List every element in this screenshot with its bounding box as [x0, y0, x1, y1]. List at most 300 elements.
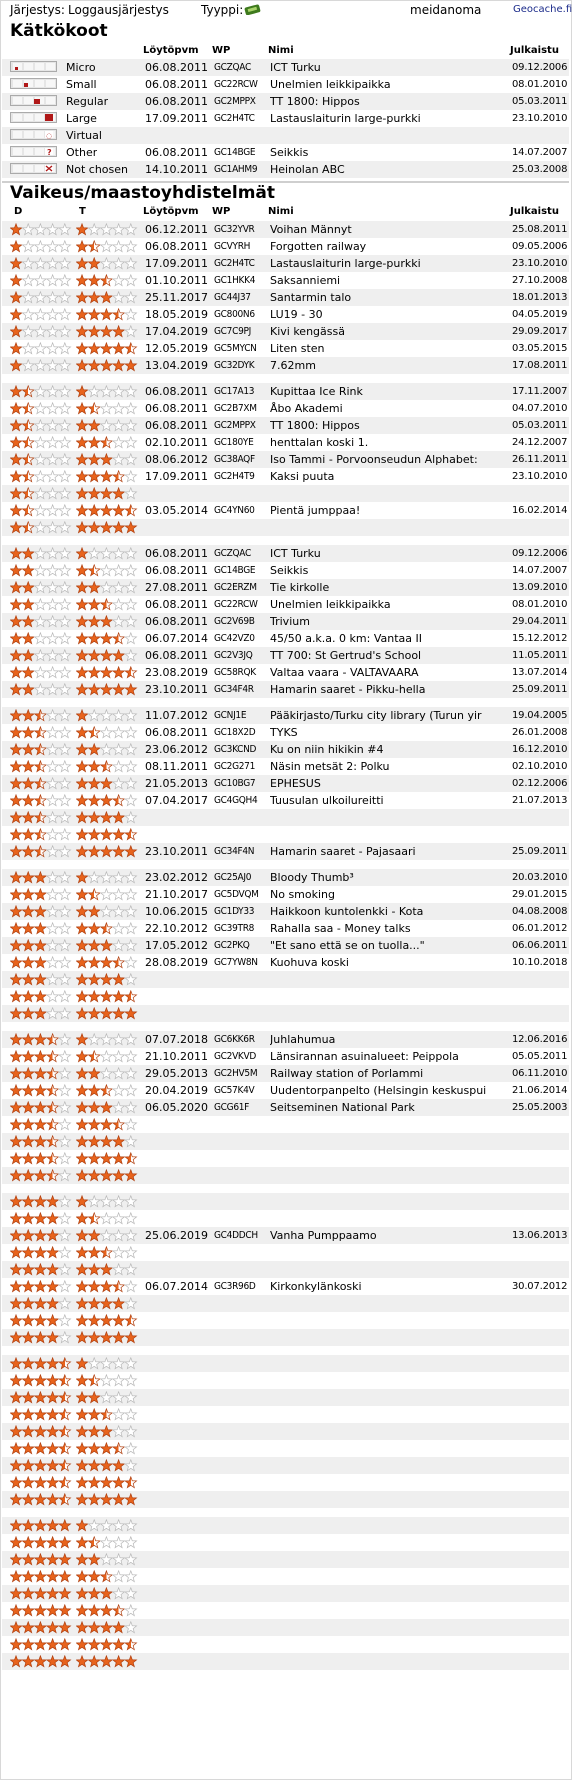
published-date: 14.07.2007	[512, 147, 568, 158]
dt-row	[2, 758, 569, 775]
waypoint-link[interactable]: GC57K4V	[214, 1085, 255, 1096]
cache-name-link[interactable]: Voihan Männyt	[270, 223, 352, 236]
cache-name-link[interactable]: Tuusulan ulkoilureitti	[270, 794, 384, 807]
waypoint-link[interactable]: GC14BGE	[214, 565, 256, 576]
found-date: 06.05.2020	[145, 1101, 208, 1114]
dt-row	[2, 238, 569, 255]
published-date: 21.06.2014	[512, 1085, 568, 1096]
cache-name-link[interactable]: TT 1800: Hippos	[270, 95, 360, 108]
cache-name-link[interactable]: Kirkonkylänkoski	[270, 1280, 362, 1293]
dt-header-row	[0, 205, 572, 219]
published-date: 12.06.2016	[512, 1034, 568, 1045]
found-date: 07.04.2017	[145, 794, 208, 807]
size-notchosen-icon	[10, 163, 57, 174]
found-date: 23.06.2012	[145, 743, 208, 756]
waypoint-link[interactable]: GC2MPPX	[214, 96, 256, 107]
waypoint-link[interactable]: GC180YE	[214, 437, 254, 448]
waypoint-link[interactable]: GC2MPPX	[214, 420, 256, 431]
cache-name-link[interactable]: Seikkis	[270, 146, 309, 159]
dt-row	[2, 1150, 569, 1167]
waypoint-link[interactable]: GC2H4TC	[214, 113, 255, 124]
terrain-stars	[76, 632, 138, 645]
size-label: Micro	[66, 61, 96, 74]
cache-name-link[interactable]: Uudentorpanpelto (Helsingin keskuspui	[270, 1084, 487, 1097]
difficulty-stars	[10, 1169, 72, 1182]
difficulty-stars	[10, 973, 72, 986]
dt-row	[2, 1551, 569, 1568]
dt-row	[2, 1031, 569, 1048]
cache-name-link[interactable]: Kuohuva koski	[270, 956, 349, 969]
found-date: 06.08.2011	[145, 547, 208, 560]
found-date: 13.04.2019	[145, 359, 208, 372]
waypoint-link[interactable]: GC42VZ0	[214, 633, 255, 644]
cache-name-link[interactable]: Lastauslaiturin large-purkki	[270, 257, 421, 270]
dt-row	[2, 843, 569, 860]
published-date: 16.12.2010	[512, 744, 568, 755]
terrain-stars	[76, 521, 138, 534]
waypoint-link[interactable]: GCNJ1E	[214, 710, 247, 721]
difficulty-stars	[10, 777, 72, 790]
cache-name-link[interactable]: Pääkirjasto/Turku city library (Turun yir	[270, 709, 482, 722]
found-date: 25.11.2017	[145, 291, 208, 304]
size-label: Small	[66, 78, 97, 91]
difficulty-stars	[10, 504, 72, 517]
difficulty-stars	[10, 1408, 72, 1421]
terrain-stars	[76, 1246, 138, 1259]
difficulty-stars	[10, 547, 72, 560]
terrain-stars	[76, 1425, 138, 1438]
waypoint-link[interactable]: GC38AQF	[214, 454, 255, 465]
terrain-stars	[76, 1033, 138, 1046]
terrain-stars	[76, 1408, 138, 1421]
cache-name-link[interactable]: Kupittaa Ice Rink	[270, 385, 363, 398]
difficulty-stars	[10, 598, 72, 611]
waypoint-link[interactable]: GC3KCND	[214, 744, 257, 755]
size-label: Regular	[66, 95, 109, 108]
dt-row	[2, 1261, 569, 1278]
terrain-stars	[76, 1459, 138, 1472]
cache-name-link[interactable]: Åbo Akademi	[270, 402, 343, 415]
published-date: 09.12.2006	[512, 62, 568, 73]
published-date: 09.12.2006	[512, 548, 568, 559]
cache-name-link[interactable]: EPHESUS	[270, 777, 321, 790]
geocache-fi-link[interactable]: Geocache.fi	[513, 4, 572, 15]
cache-name-link[interactable]: Näsin metsät 2: Polku	[270, 760, 390, 773]
cache-name-link[interactable]: TYKS	[270, 726, 298, 739]
dt-row	[2, 451, 569, 468]
terrain-stars	[76, 257, 138, 270]
published-date: 17.11.2007	[512, 386, 568, 397]
waypoint-link[interactable]: GC44J37	[214, 292, 251, 303]
found-date: 23.10.2011	[145, 683, 208, 696]
terrain-stars	[76, 1067, 138, 1080]
dt-row	[2, 920, 569, 937]
waypoint-link[interactable]: GC2VKVD	[214, 1051, 257, 1062]
terrain-stars	[76, 743, 138, 756]
difficulty-stars	[10, 581, 72, 594]
waypoint-link[interactable]: GC2B7XM	[214, 403, 257, 414]
terrain-stars	[76, 1297, 138, 1310]
dt-row	[2, 357, 569, 374]
waypoint-link[interactable]: GC32YVR	[214, 224, 255, 235]
waypoint-link[interactable]: GC2V69B	[214, 616, 255, 627]
difficulty-stars	[10, 709, 72, 722]
size-row	[2, 76, 569, 93]
dt-row	[2, 434, 569, 451]
difficulty-stars	[10, 1442, 72, 1455]
difficulty-stars	[10, 1067, 72, 1080]
found-date: 06.08.2011	[145, 146, 208, 159]
dt-row	[2, 1099, 569, 1116]
found-date: 17.09.2011	[145, 470, 208, 483]
waypoint-link[interactable]: GC6KK6R	[214, 1034, 255, 1045]
published-date: 04.07.2010	[512, 403, 568, 414]
published-date: 26.11.2011	[512, 454, 568, 465]
difficulty-stars	[10, 1587, 72, 1600]
found-date: 17.05.2012	[145, 939, 208, 952]
section-title-sizes: Kätkökoot	[10, 21, 108, 41]
waypoint-link[interactable]: GC1HKK4	[214, 275, 256, 286]
cache-name-link[interactable]: "Et sano että se on tuolla..."	[270, 939, 425, 952]
terrain-stars	[76, 1570, 138, 1583]
waypoint-link[interactable]: GC4YN60	[214, 505, 255, 516]
difficulty-stars	[10, 649, 72, 662]
difficulty-stars	[10, 240, 72, 253]
published-date: 06.11.2010	[512, 1068, 568, 1079]
waypoint-link[interactable]: GC22RCW	[214, 79, 258, 90]
cache-name-link[interactable]: ICT Turku	[270, 547, 321, 560]
difficulty-stars	[10, 1655, 72, 1668]
difficulty-stars	[10, 922, 72, 935]
difficulty-stars	[10, 1280, 72, 1293]
waypoint-link[interactable]: GC2PKQ	[214, 940, 250, 951]
difficulty-stars	[10, 888, 72, 901]
difficulty-stars	[10, 291, 72, 304]
difficulty-stars	[10, 564, 72, 577]
terrain-stars	[76, 223, 138, 236]
published-date: 02.12.2006	[512, 778, 568, 789]
dt-row	[2, 1227, 569, 1244]
cache-name-link[interactable]: Santarmin talo	[270, 291, 352, 304]
waypoint-link[interactable]: GCG61F	[214, 1102, 250, 1113]
terrain-stars	[76, 1331, 138, 1344]
terrain-stars	[76, 922, 138, 935]
cache-name-link[interactable]: Liten sten	[270, 342, 325, 355]
cache-name-link[interactable]: Hamarin saaret - Pajasaari	[270, 845, 416, 858]
published-date: 16.02.2014	[512, 505, 568, 516]
cache-name-link[interactable]: Kaksi puuta	[270, 470, 335, 483]
cache-name-link[interactable]: Unelmien leikkipaikka	[270, 598, 391, 611]
waypoint-link[interactable]: GC2ERZM	[214, 582, 257, 593]
found-date: 06.08.2011	[145, 95, 208, 108]
terrain-stars	[76, 811, 138, 824]
published-date: 13.09.2010	[512, 582, 568, 593]
waypoint-link[interactable]: GC17A13	[214, 386, 255, 397]
waypoint-link[interactable]: GC1AHM9	[214, 164, 258, 175]
cache-name-link[interactable]: Tie kirkolle	[270, 581, 330, 594]
found-date: 07.07.2018	[145, 1033, 208, 1046]
difficulty-stars	[10, 760, 72, 773]
published-date: 27.10.2008	[512, 275, 568, 286]
dt-row	[2, 1372, 569, 1389]
user-name: meidanoma	[410, 3, 482, 17]
dt-row	[2, 826, 569, 843]
difficulty-stars	[10, 794, 72, 807]
waypoint-link[interactable]: GCZQAC	[214, 62, 251, 73]
cache-name-link[interactable]: ICT Turku	[270, 61, 321, 74]
found-date: 29.05.2013	[145, 1067, 208, 1080]
cache-name-link[interactable]: 45/50 a.k.a. 0 km: Vantaa II	[270, 632, 422, 645]
terrain-stars	[76, 274, 138, 287]
published-date: 02.10.2010	[512, 761, 568, 772]
difficulty-stars	[10, 1493, 72, 1506]
terrain-stars	[76, 845, 138, 858]
difficulty-stars	[10, 521, 72, 534]
cache-name-link[interactable]: Juhlahumua	[270, 1033, 336, 1046]
terrain-stars	[76, 385, 138, 398]
cache-name-link[interactable]: 7.62mm	[270, 359, 316, 372]
dt-row	[2, 1167, 569, 1184]
terrain-stars	[76, 1357, 138, 1370]
terrain-stars	[76, 1391, 138, 1404]
cache-name-link[interactable]: TT 1800: Hippos	[270, 419, 360, 432]
difficulty-stars	[10, 419, 72, 432]
dt-row	[2, 1005, 569, 1022]
found-date: 06.08.2011	[145, 240, 208, 253]
sort-select[interactable]: Loggausjärjestys	[68, 3, 169, 17]
cache-name-link[interactable]: Seikkis	[270, 564, 309, 577]
dt-row	[2, 562, 569, 579]
dt-row	[2, 1133, 569, 1150]
difficulty-stars	[10, 939, 72, 952]
waypoint-link[interactable]: GC18X2D	[214, 727, 256, 738]
waypoint-link[interactable]: GC32DYK	[214, 360, 255, 371]
published-date: 20.03.2010	[512, 872, 568, 883]
difficulty-stars	[10, 811, 72, 824]
published-date: 03.05.2015	[512, 343, 568, 354]
waypoint-link[interactable]: GC10BG7	[214, 778, 256, 789]
difficulty-stars	[10, 1553, 72, 1566]
dt-row	[2, 937, 569, 954]
waypoint-link[interactable]: GC2G271	[214, 761, 256, 772]
terrain-stars	[76, 1084, 138, 1097]
dt-row	[2, 596, 569, 613]
cache-name-link[interactable]: Hamarin saaret - Pikku-hella	[270, 683, 426, 696]
waypoint-link[interactable]: GC2H4T9	[214, 471, 255, 482]
waypoint-link[interactable]: GC2HV5M	[214, 1068, 258, 1079]
cache-name-link[interactable]: Unelmien leikkipaikka	[270, 78, 391, 91]
difficulty-stars	[10, 1084, 72, 1097]
found-date: 22.10.2012	[145, 922, 208, 935]
waypoint-link[interactable]: GC25AJ0	[214, 872, 252, 883]
difficulty-stars	[10, 615, 72, 628]
found-date: 28.08.2019	[145, 956, 208, 969]
cache-name-link[interactable]: Rahalla saa - Money talks	[270, 922, 411, 935]
cache-name-link[interactable]: Saksanniemi	[270, 274, 341, 287]
waypoint-link[interactable]: GC14BGE	[214, 147, 256, 158]
cache-name-link[interactable]: No smoking	[270, 888, 336, 901]
difficulty-stars	[10, 257, 72, 270]
waypoint-link[interactable]: GC22RCW	[214, 599, 258, 610]
terrain-stars	[76, 240, 138, 253]
terrain-stars	[76, 1169, 138, 1182]
dt-row	[2, 1244, 569, 1261]
toolbar	[0, 0, 572, 20]
waypoint-link[interactable]: GC7YW8N	[214, 957, 258, 968]
terrain-stars	[76, 325, 138, 338]
dt-row	[2, 1048, 569, 1065]
cache-name-link[interactable]: Bloody Thumb³	[270, 871, 354, 884]
terrain-stars	[76, 436, 138, 449]
dt-row	[2, 1329, 569, 1346]
difficulty-stars	[10, 743, 72, 756]
dt-row	[2, 1619, 569, 1636]
dt-row	[2, 1568, 569, 1585]
waypoint-link[interactable]: GC2V3JQ	[214, 650, 253, 661]
waypoint-link[interactable]: GC7C9PJ	[214, 326, 251, 337]
dt-row	[2, 630, 569, 647]
difficulty-stars	[10, 342, 72, 355]
cache-name-link[interactable]: Haikkoon kuntolenkki - Kota	[270, 905, 424, 918]
dt-row	[2, 221, 569, 238]
found-date: 17.09.2011	[145, 257, 208, 270]
cache-name-link[interactable]: Länsirannan asuinalueet: Peippola	[270, 1050, 459, 1063]
cache-name-link[interactable]: TT 700: St Gertrud's School	[270, 649, 422, 662]
difficulty-stars	[10, 1033, 72, 1046]
difficulty-stars	[10, 1357, 72, 1370]
cache-name-link[interactable]: Vanha Pumppaamo	[270, 1229, 377, 1242]
cache-name-link[interactable]: henttalan koski 1.	[270, 436, 369, 449]
published-date: 06.06.2011	[512, 940, 568, 951]
terrain-stars	[76, 1152, 138, 1165]
waypoint-link[interactable]: GC1DY33	[214, 906, 255, 917]
difficulty-stars	[10, 666, 72, 679]
published-date: 18.01.2013	[512, 292, 568, 303]
cache-name-link[interactable]: Pientä jumppaa!	[270, 504, 361, 517]
dt-row	[2, 272, 569, 289]
dt-row	[2, 681, 569, 698]
difficulty-stars	[10, 871, 72, 884]
published-date: 25.03.2008	[512, 164, 568, 175]
found-date: 06.08.2011	[145, 649, 208, 662]
terrain-stars	[76, 342, 138, 355]
difficulty-stars	[10, 274, 72, 287]
difficulty-stars	[10, 1246, 72, 1259]
found-date: 02.10.2011	[145, 436, 208, 449]
terrain-stars	[76, 419, 138, 432]
published-date: 29.04.2011	[512, 616, 568, 627]
dt-row	[2, 1210, 569, 1227]
dt-row	[2, 255, 569, 272]
cache-name-link[interactable]: Ku on niin hikikin #4	[270, 743, 384, 756]
difficulty-stars	[10, 1118, 72, 1131]
found-date: 20.04.2019	[145, 1084, 208, 1097]
difficulty-stars	[10, 1263, 72, 1276]
published-date: 25.09.2011	[512, 846, 568, 857]
cache-name-link[interactable]: Valtaa vaara - VALTAVAARA	[270, 666, 419, 679]
difficulty-stars	[10, 1331, 72, 1344]
waypoint-link[interactable]: GC39TR8	[214, 923, 255, 934]
header-d: D	[14, 206, 23, 217]
size-label: Not chosen	[66, 163, 128, 176]
dt-row	[2, 400, 569, 417]
terrain-stars	[76, 402, 138, 415]
dt-row	[2, 775, 569, 792]
difficulty-stars	[10, 1459, 72, 1472]
traditional-cache-icon[interactable]	[244, 4, 261, 18]
waypoint-link[interactable]: GC58RQK	[214, 667, 256, 678]
dt-row	[2, 579, 569, 596]
found-date: 27.08.2011	[145, 581, 208, 594]
difficulty-stars	[10, 1604, 72, 1617]
published-date: 26.01.2008	[512, 727, 568, 738]
difficulty-stars	[10, 308, 72, 321]
cache-name-link[interactable]: Lastauslaiturin large-purkki	[270, 112, 421, 125]
terrain-stars	[76, 1314, 138, 1327]
found-date: 06.08.2011	[145, 61, 208, 74]
waypoint-link[interactable]: GC4DDCH	[214, 1230, 258, 1241]
cache-name-link[interactable]: LU19 - 30	[270, 308, 323, 321]
cache-name-link[interactable]: Forgotten railway	[270, 240, 367, 253]
cache-name-link[interactable]: Kivi kengässä	[270, 325, 345, 338]
waypoint-link[interactable]: GC5DVQM	[214, 889, 259, 900]
waypoint-link[interactable]: GCVYRH	[214, 241, 251, 252]
sort-label: Järjestys:	[10, 3, 65, 17]
terrain-stars	[76, 828, 138, 841]
waypoint-link[interactable]: GC2H4TC	[214, 258, 255, 269]
difficulty-stars	[10, 905, 72, 918]
waypoint-link[interactable]: GC4GQH4	[214, 795, 258, 806]
dt-row	[2, 502, 569, 519]
dt-row	[2, 809, 569, 826]
difficulty-stars	[10, 385, 72, 398]
waypoint-link[interactable]: GC34F4N	[214, 846, 255, 857]
waypoint-link[interactable]: GC800N6	[214, 309, 255, 320]
difficulty-stars	[10, 487, 72, 500]
found-date: 25.06.2019	[145, 1229, 208, 1242]
dt-row	[2, 323, 569, 340]
terrain-stars	[76, 1536, 138, 1549]
waypoint-link[interactable]: GC5MYCN	[214, 343, 257, 354]
terrain-stars	[76, 1519, 138, 1532]
published-date: 08.01.2010	[512, 599, 568, 610]
dt-row	[2, 306, 569, 323]
terrain-stars	[76, 760, 138, 773]
waypoint-link[interactable]: GC34F4R	[214, 684, 254, 695]
difficulty-stars	[10, 1621, 72, 1634]
published-date: 30.07.2012	[512, 1281, 568, 1292]
terrain-stars	[76, 1553, 138, 1566]
cache-name-link[interactable]: Iso Tammi - Porvoonseudun Alphabet:	[270, 453, 478, 466]
cache-name-link[interactable]: Trivium	[270, 615, 310, 628]
dt-row	[2, 988, 569, 1005]
waypoint-link[interactable]: GCZQAC	[214, 548, 251, 559]
cache-name-link[interactable]: Heinolan ABC	[270, 163, 345, 176]
cache-name-link[interactable]: Railway station of Porlammi	[270, 1067, 424, 1080]
terrain-stars	[76, 1263, 138, 1276]
terrain-stars	[76, 777, 138, 790]
terrain-stars	[76, 990, 138, 1003]
dt-row	[2, 1636, 569, 1653]
header-published: Julkaistu	[510, 45, 559, 56]
found-date: 06.08.2011	[145, 385, 208, 398]
size-row	[2, 93, 569, 110]
terrain-stars	[76, 487, 138, 500]
terrain-stars	[76, 1118, 138, 1131]
cache-name-link[interactable]: Seitseminen National Park	[270, 1101, 415, 1114]
difficulty-stars	[10, 470, 72, 483]
waypoint-link[interactable]: GC3R96D	[214, 1281, 256, 1292]
